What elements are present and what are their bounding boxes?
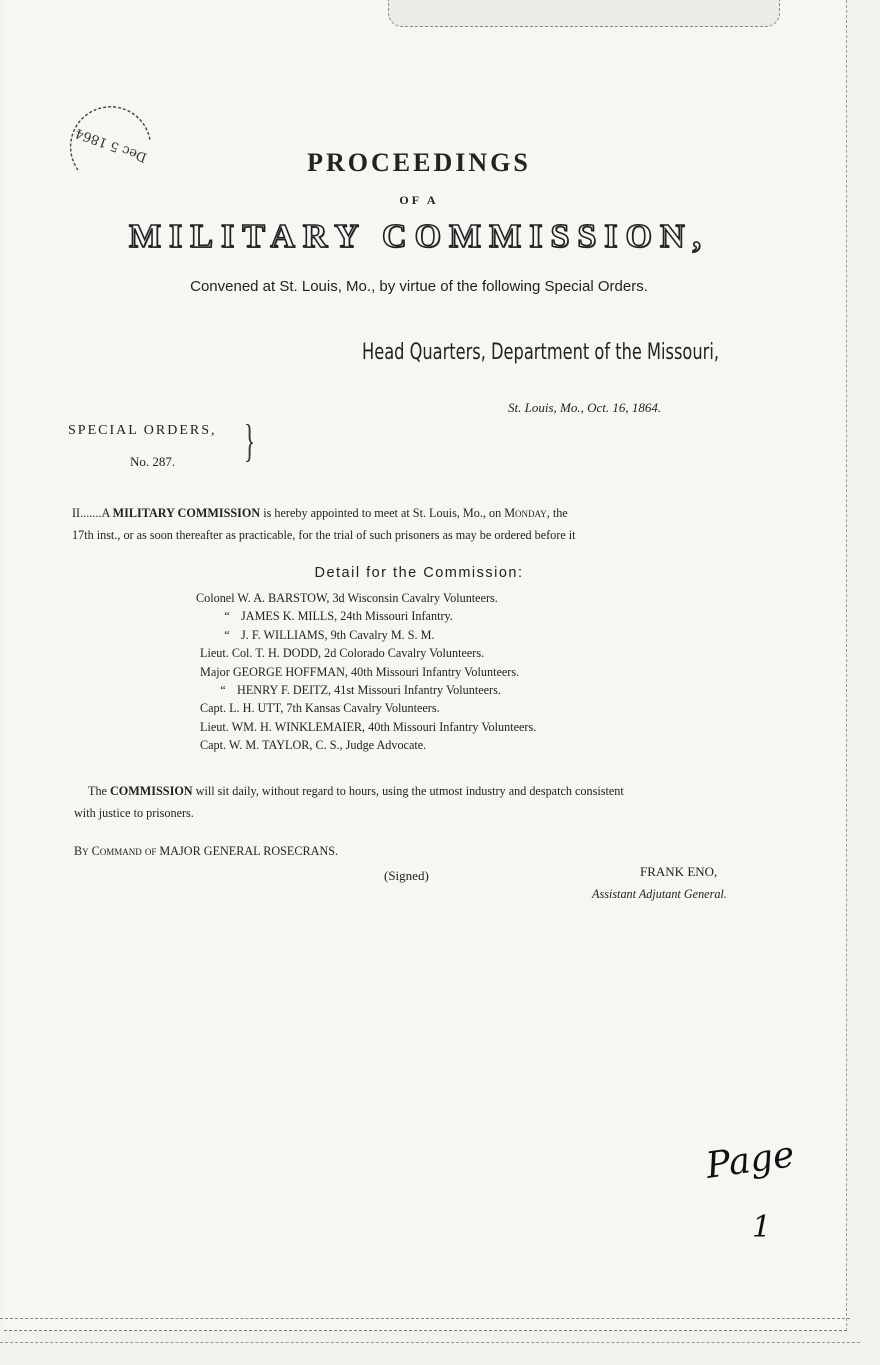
member-row (196, 663, 536, 681)
member-rank: “ (224, 609, 230, 624)
sitting-paragraph (74, 780, 808, 824)
member-rank: Capt. (200, 701, 227, 716)
sitting-line2: with justice to prisoners. (74, 806, 194, 820)
member-rank: Lieut. (200, 719, 229, 734)
order-line1-end: , the (546, 506, 568, 520)
headquarters-line: Head Quarters, Department of the Missouri, (362, 340, 719, 365)
order-bold: MILITARY COMMISSION (112, 506, 261, 520)
member-row (196, 644, 536, 662)
handwritten-page-number: 1 (752, 1210, 772, 1245)
order-mid: is hereby appointed to meet at St. Louis, Mo., on (260, 506, 505, 520)
signer-title: Assistant Adjutant General. (592, 887, 727, 901)
signer-name: FRANK ENO, (640, 864, 718, 879)
special-orders-number: No. 287. (130, 454, 176, 469)
paper-edge-line (0, 1318, 850, 1319)
member-text: HENRY F. DEITZ, 41st Missouri Infantry Volunteers. (237, 683, 501, 698)
torn-paper-edge (388, 0, 780, 27)
brace-glyph: } (244, 415, 256, 466)
by-command-label: By Command of (74, 844, 157, 858)
general-name: MAJOR GENERAL ROSECRANS. (159, 844, 339, 858)
member-rank: Colonel (196, 591, 235, 605)
convened-line: Convened at St. Louis, Mo., by virtue of the following Special Orders. (190, 278, 648, 295)
sitting-rest: will sit daily, without regard to hours, using the utmost industry and despatch consistent (192, 784, 624, 798)
order-prefix: II.......A (72, 506, 113, 520)
member-rank: Major (200, 664, 230, 679)
member-text: W. M. TAYLOR, C. S., Judge Advocate. (228, 738, 427, 753)
order-day: Monday (504, 506, 547, 520)
handwritten-page-label: Page (703, 1134, 797, 1187)
member-text: T. H. DODD, 2d Colorado Cavalry Volunteers. (255, 646, 485, 661)
order-paragraph (72, 502, 792, 546)
special-orders-label: SPECIAL ORDERS, (68, 423, 217, 438)
member-text: WM. H. WINKLEMAIER, 40th Missouri Infantry Volunteers. (231, 719, 537, 734)
member-rank: Lieut. Col. (200, 646, 253, 661)
order-line2: 17th inst., or as soon thereafter as practicable, for the trial of such prisoners as may be ordered before it (72, 528, 576, 542)
member-text: JAMES K. MILLS, 24th Missouri Infantry. (241, 609, 453, 624)
paper-edge-line (0, 1342, 860, 1343)
document-title: PROCEEDINGS (307, 148, 531, 177)
member-row (196, 681, 536, 699)
member-row (196, 736, 536, 754)
signed-label: (Signed) (384, 868, 429, 883)
order-date: St. Louis, Mo., Oct. 16, 1864. (508, 400, 662, 415)
command-line (74, 844, 338, 859)
member-row (196, 607, 536, 625)
member-text: L. H. UTT, 7th Kansas Cavalry Volunteers. (229, 701, 440, 716)
detail-title: Detail for the Commission: (314, 565, 524, 581)
member-rank: “ (224, 627, 230, 642)
member-row (196, 589, 536, 607)
member-text: GEORGE HOFFMAN, 40th Missouri Infantry Volunteers. (232, 664, 520, 679)
stamp-text: Dec 5 1864 (73, 124, 150, 165)
sitting-prefix: The (88, 784, 110, 798)
member-text: J. F. WILLIAMS, 9th Cavalry M. S. M. (241, 627, 435, 642)
sitting-bold: COMMISSION (110, 784, 193, 798)
title-connector: OF A (399, 193, 439, 207)
member-text: W. A. BARSTOW, 3d Wisconsin Cavalry Volunteers. (237, 591, 498, 605)
member-row (196, 699, 536, 717)
member-row (196, 718, 536, 736)
member-rank: Capt. (200, 738, 227, 753)
member-row (196, 626, 536, 644)
member-list (196, 589, 536, 755)
commission-heading: MILITARY COMMISSION, (128, 218, 710, 255)
member-rank: “ (220, 683, 226, 698)
